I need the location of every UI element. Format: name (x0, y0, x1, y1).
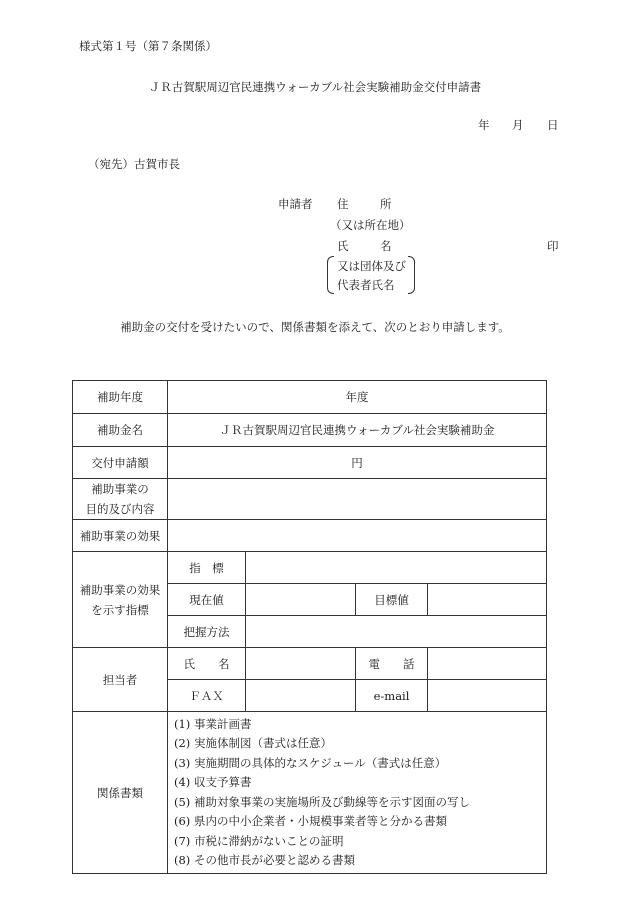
documents-list (168, 712, 547, 874)
target-value-label: 目標値 (356, 584, 428, 616)
amount-label: 交付申請額 (73, 447, 168, 479)
fax-label: ＦＡＸ (168, 680, 246, 712)
indicator-section-label (73, 552, 168, 648)
email-label: e-mail (356, 680, 428, 712)
purpose-row (73, 479, 547, 520)
documents-row (73, 712, 547, 874)
current-value-label: 現在値 (168, 584, 246, 616)
address-note: （又は所在地） (330, 218, 411, 232)
address-label-char-1: 住 (337, 197, 349, 211)
applicant-label: 申請者 (278, 197, 313, 211)
amount-value: 円 (168, 447, 547, 479)
purpose-label-line-2: 目的及び内容 (85, 502, 155, 516)
fiscal-year-value: 年度 (168, 381, 547, 414)
document-item: (1) 事業計画書 (174, 716, 252, 731)
application-table (72, 380, 547, 874)
date-year: 年 (478, 118, 490, 132)
method-field[interactable] (246, 616, 547, 648)
date-day: 日 (547, 118, 559, 132)
contact-label: 担当者 (73, 648, 168, 712)
document-item: (8) その他市長が必要と認める書類 (174, 853, 355, 867)
document-item: (7) 市税に滞納がないことの証明 (174, 833, 344, 848)
documents-label: 関係書類 (73, 712, 168, 874)
org-note-line-1: 又は団体及び (337, 259, 406, 273)
document-item: (4) 収支予算書 (174, 775, 252, 789)
effect-row (73, 520, 547, 552)
addressee: （宛先）古賀市長 (88, 157, 180, 171)
current-value-field[interactable] (246, 584, 356, 616)
contact-name-field[interactable] (246, 648, 356, 680)
effect-label: 補助事業の効果 (73, 520, 168, 552)
indicator-section-label-line-1: 補助事業の効果 (79, 582, 161, 597)
indicator-field[interactable] (246, 552, 547, 584)
contact-name-label: 氏 名 (168, 648, 246, 680)
org-note-left-bracket (327, 256, 334, 294)
fiscal-year-row (73, 381, 547, 414)
address-label-char-2: 所 (380, 197, 392, 211)
target-value-field[interactable] (428, 584, 547, 616)
phone-field[interactable] (428, 648, 547, 680)
subsidy-name-label: 補助金名 (73, 414, 168, 447)
purpose-label-line-1: 補助事業の (91, 482, 149, 496)
document-item: (2) 実施体制図（書式は任意） (174, 736, 332, 750)
name-label-char-1: 氏 (337, 239, 349, 253)
org-note-right-bracket (408, 256, 415, 294)
fiscal-year-label: 補助年度 (73, 381, 168, 414)
method-label: 把握方法 (168, 616, 246, 648)
document-item: (6) 県内の中小企業者・小規模事業者等と分かる書類 (174, 814, 447, 828)
effect-field[interactable] (168, 520, 547, 552)
phone-label: 電 話 (356, 648, 428, 680)
purpose-label (73, 479, 168, 520)
purpose-field[interactable] (168, 479, 547, 520)
seal-mark: 印 (547, 239, 559, 253)
contact-row-1 (73, 648, 547, 680)
declaration-text: 補助金の交付を受けたいので、関係書類を添えて、次のとおり申請します。 (120, 320, 510, 334)
email-field[interactable] (428, 680, 547, 712)
indicator-section-label-line-2: を示す指標 (91, 602, 149, 617)
document-item: (5) 補助対象事業の実施場所及び動線等を示す図面の写し (174, 794, 470, 809)
amount-row (73, 447, 547, 479)
form-number: 様式第１号（第７条関係） (79, 39, 217, 53)
fax-field[interactable] (246, 680, 356, 712)
name-label-char-2: 名 (380, 239, 392, 253)
document-item: (3) 実施期間の具体的なスケジュール（書式は任意） (174, 755, 447, 770)
form-title: ＪＲ古賀駅周辺官民連携ウォーカブル社会実験補助金交付申請書 (148, 80, 482, 94)
indicator-label: 指 標 (168, 552, 246, 584)
subsidy-name-value: ＪＲ古賀駅周辺官民連携ウォーカブル社会実験補助金 (168, 414, 547, 447)
date-month: 月 (512, 118, 524, 132)
subsidy-name-row (73, 414, 547, 447)
indicator-row (73, 552, 547, 584)
org-note-line-2: 代表者氏名 (337, 278, 395, 292)
